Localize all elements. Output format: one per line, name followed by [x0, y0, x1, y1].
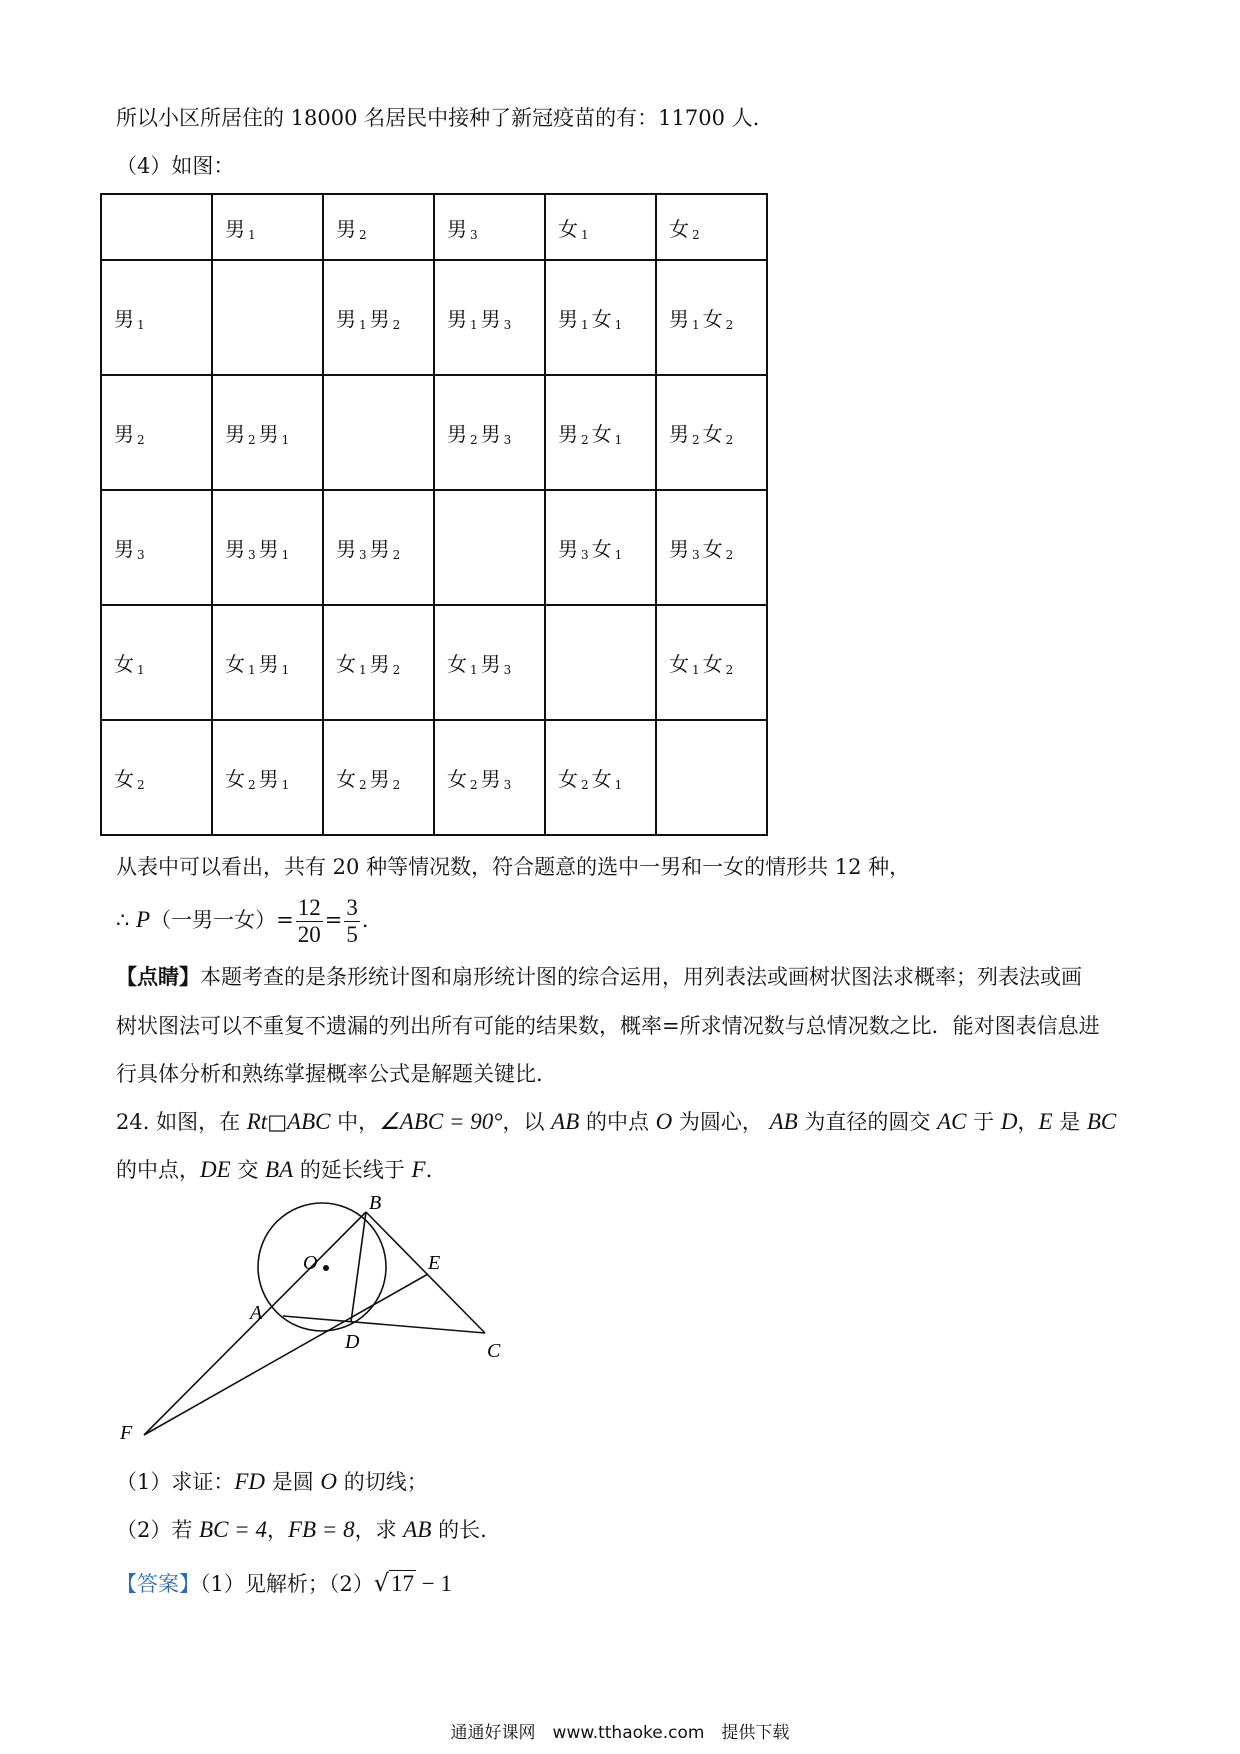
question-24-line-2: [116, 1155, 432, 1185]
table-cell: 男 $_2$ 男 $_1$: [212, 375, 323, 490]
fraction-12-20: [296, 895, 323, 948]
dianjing-line-3: 行具体分析和熟练掌握概率公式是解题关键比.: [116, 1062, 543, 1086]
header-cell: 男 $_2$: [323, 194, 434, 260]
question-24-line-1: [116, 1107, 1116, 1137]
text-line-2: （4）如图：: [116, 154, 235, 178]
q24-text: ，: [1017, 1110, 1039, 1134]
table-cell: 女 $_2$ 男 $_3$: [434, 720, 545, 835]
q24-e: E: [1038, 1109, 1053, 1134]
label-o: O: [303, 1252, 318, 1274]
q24-text: 为直径的圆交: [797, 1110, 938, 1134]
q24-ba: BA: [265, 1157, 294, 1182]
label-f: F: [120, 1422, 133, 1444]
period: .: [361, 908, 369, 932]
row-header-cell: 男 $_2$: [101, 375, 212, 490]
sub2-bc: BC = 4: [199, 1517, 267, 1542]
sub2-text: 的长.: [431, 1518, 487, 1542]
q24-ab: AB: [769, 1109, 798, 1134]
table-row: [101, 720, 767, 835]
dianjing-line-2: 树状图法可以不重复不遗漏的列出所有可能的结果数，概率=所求情况数与总情况数之比．能对图表信息进: [116, 1014, 1100, 1038]
label-d: D: [345, 1331, 360, 1353]
q24-bc: BC: [1086, 1109, 1117, 1134]
q24-o: O: [655, 1109, 673, 1134]
q24-text: ，以: [502, 1110, 552, 1134]
table-row: [101, 375, 767, 490]
q24-d: D: [1000, 1109, 1018, 1134]
therefore-symbol: ∴: [116, 908, 137, 932]
table-cell: 女 $_1$ 男 $_1$: [212, 605, 323, 720]
fraction-numerator: 12: [297, 895, 321, 920]
probability-formula: [116, 890, 369, 950]
sub2-text: ，: [266, 1518, 288, 1542]
fraction-denominator: 5: [346, 922, 358, 947]
table-cell: [212, 260, 323, 375]
header-cell: 男 $_3$: [434, 194, 545, 260]
header-cell: [101, 194, 212, 260]
q24-ac: AC: [937, 1109, 967, 1134]
sub-question-1: [116, 1467, 428, 1497]
formula-event: （一男一女）=: [150, 908, 294, 932]
table-cell: 男 $_1$ 男 $_2$: [323, 260, 434, 375]
center-point-o: [323, 1265, 329, 1271]
q24-text: 的中点，: [116, 1158, 200, 1182]
q24-text: .: [425, 1158, 433, 1182]
sub1-fd: FD: [234, 1469, 266, 1494]
table-row: [101, 605, 767, 720]
table-cell: 女 $_2$ 男 $_2$: [323, 720, 434, 835]
table-cell: 男 $_1$ 女 $_2$: [656, 260, 767, 375]
equals-sign: =: [324, 908, 343, 932]
table-cell: 男 $_3$ 女 $_2$: [656, 490, 767, 605]
table-header-row: [101, 194, 767, 260]
q24-text: 交: [230, 1158, 266, 1182]
label-c: C: [487, 1340, 501, 1362]
table-cell: [434, 490, 545, 605]
q24-text: 是: [1052, 1110, 1087, 1134]
q24-abc: ABC: [287, 1109, 331, 1134]
table-cell: 男 $_1$ 女 $_1$: [545, 260, 656, 375]
label-a: A: [250, 1302, 263, 1324]
fraction-denominator: 20: [297, 922, 321, 947]
sub2-text: （2）若: [116, 1518, 200, 1542]
q24-text: 的延长线于: [293, 1158, 412, 1182]
table-cell: 女 $_2$ 男 $_1$: [212, 720, 323, 835]
answer-line: [116, 1568, 452, 1599]
q24-text: 中，: [330, 1110, 380, 1134]
table-cell: 男 $_2$ 女 $_2$: [656, 375, 767, 490]
sub2-ab: AB: [403, 1517, 432, 1542]
row-header-cell: 男 $_1$: [101, 260, 212, 375]
table-cell: 男 $_3$ 女 $_1$: [545, 490, 656, 605]
sqrt-radicand: 17: [391, 1571, 415, 1596]
p-symbol: P: [136, 907, 151, 932]
text-line-1: 所以小区所居住的 18000 名居民中接种了新冠疫苗的有：11700 人.: [116, 106, 760, 130]
q24-f: F: [411, 1157, 426, 1182]
q24-angle: ∠ABC = 90°: [379, 1109, 503, 1134]
dianjing-text: 本题考查的是条形统计图和扇形统计图的综合运用，用列表法或画树状图法求概率；列表法或画: [200, 965, 1082, 989]
table-cell: [323, 375, 434, 490]
sqrt-symbol: √: [373, 1569, 390, 1597]
geometry-figure: [110, 1195, 510, 1455]
sub-question-2: [116, 1515, 487, 1545]
segment-bd: [351, 1212, 366, 1322]
answer-label: 【答案】: [116, 1572, 200, 1596]
fraction-3-5: [344, 895, 360, 948]
row-header-cell: 女 $_1$: [101, 605, 212, 720]
table-cell: 男 $_2$ 男 $_3$: [434, 375, 545, 490]
fraction-numerator: 3: [346, 895, 358, 920]
dianjing-line-1: [116, 962, 1082, 992]
sub2-fb: FB = 8: [287, 1517, 355, 1542]
table-cell: 男 $_3$ 男 $_1$: [212, 490, 323, 605]
label-e: E: [428, 1252, 441, 1274]
sub1-text: （1）求证：: [116, 1470, 235, 1494]
circle-o: [258, 1203, 386, 1331]
row-header-cell: 女 $_2$: [101, 720, 212, 835]
row-header-cell: 男 $_3$: [101, 490, 212, 605]
table-cell: 男 $_1$ 男 $_3$: [434, 260, 545, 375]
table-cell: 男 $_3$ 男 $_2$: [323, 490, 434, 605]
q24-de: DE: [200, 1157, 231, 1182]
header-cell: 女 $_2$: [656, 194, 767, 260]
q24-text: 为圆心，: [672, 1110, 770, 1134]
table-row: [101, 490, 767, 605]
label-b: B: [369, 1195, 382, 1214]
q24-rt: Rt: [246, 1109, 268, 1134]
table-cell: 女 $_2$ 女 $_1$: [545, 720, 656, 835]
probability-table: [100, 193, 768, 836]
segment-fe: [144, 1274, 428, 1435]
text-line-conclusion: 从表中可以看出，共有 20 种等情况数，符合题意的选中一男和一女的情形共 12 种，: [116, 855, 911, 879]
sub1-text: 的切线；: [337, 1470, 428, 1494]
table-cell: [545, 605, 656, 720]
table-cell: 男 $_2$ 女 $_1$: [545, 375, 656, 490]
answer-tail: − 1: [416, 1571, 453, 1596]
q24-text: 于: [966, 1110, 1001, 1134]
header-cell: 男 $_1$: [212, 194, 323, 260]
q24-text: 的中点: [579, 1110, 656, 1134]
sub1-o: O: [320, 1469, 338, 1494]
header-cell: 女 $_1$: [545, 194, 656, 260]
q24-ab: AB: [551, 1109, 580, 1134]
dianjing-label: 【点睛】: [116, 964, 200, 989]
sub1-text: 是圆: [265, 1470, 321, 1494]
segment-bc: [366, 1212, 485, 1333]
page-footer: 通通好课网 www.tthaoke.com 提供下载: [450, 1723, 790, 1743]
q24-text: 24. 如图，在: [116, 1110, 247, 1134]
table-cell: 女 $_1$ 男 $_2$: [323, 605, 434, 720]
q24-triangle-symbol: □: [267, 1110, 288, 1134]
sub2-text: ，求: [354, 1518, 404, 1542]
table-cell: 女 $_1$ 男 $_3$: [434, 605, 545, 720]
table-cell: 女 $_1$ 女 $_2$: [656, 605, 767, 720]
table-row: [101, 260, 767, 375]
table-cell: [656, 720, 767, 835]
answer-text: （1）见解析；（2）: [200, 1572, 374, 1596]
